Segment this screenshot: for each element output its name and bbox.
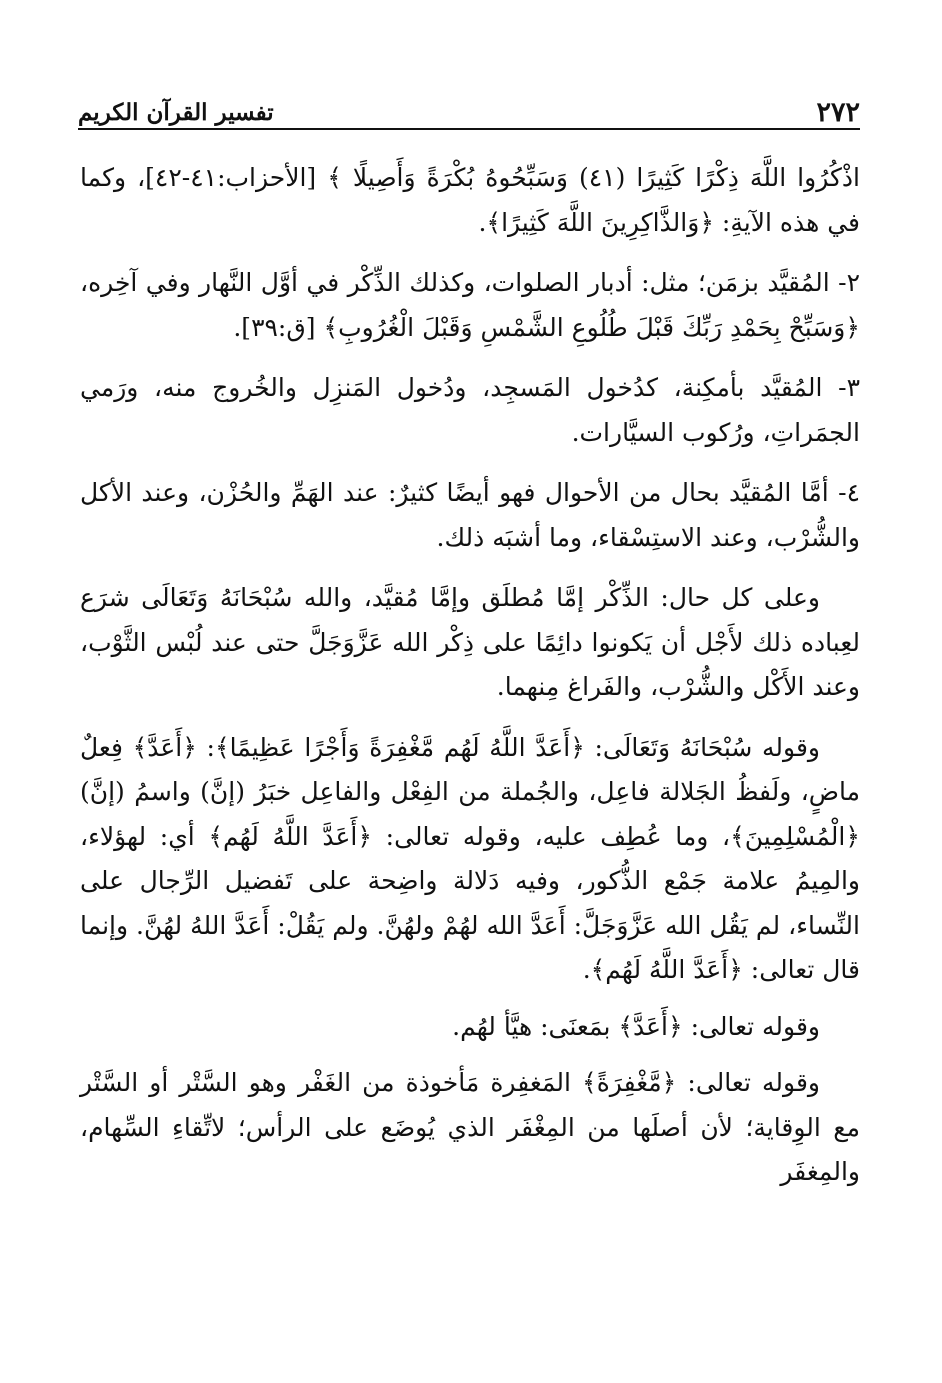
page-header: [78, 88, 860, 128]
body-text: [80, 156, 860, 1211]
page-number: ٢٧٢: [816, 97, 860, 128]
paragraph-2: ٢- المُقيَّد بزمَن؛ مثل: أدبار الصلوات، وكذلك الذِّكْر في أوَّل النَّهار وفي آخِره، ﴿وَسَبِّحْ بِحَمْدِ رَبِّكَ قَبْلَ طُلُوعِ الشَّمْسِ وَقَبْلَ الْغُرُوبِ﴾ [ق:٣٩].: [80, 268, 860, 342]
header-rule: [78, 128, 860, 130]
running-title: تفسير القرآن الكريم: [78, 99, 274, 126]
paragraph-4: ٤- أمَّا المُقيَّد بحال من الأحوال فهو أيضًا كثيرٌ: عند الهَمِّ والحُزْن، وعند الأكل والشُّرْب، وعند الاستِسْقاء، وما أشبَه ذلك.: [80, 478, 860, 552]
paragraph-8: وقوله تعالى: ﴿مَّغْفِرَةً﴾ المَغفِرة مَأخوذة من الغَفْر وهو السَّتْر أو السَّتْر مع الوِقاية؛ لأن أصلَها من المِغْفَر الذي يُوضَع على الرأس؛ لاتِّقاءِ السِّهام، والمِغفَر: [80, 1068, 860, 1186]
paragraph-6: وقوله سُبْحَانَهُ وَتَعَالَى: ﴿أَعَدَّ اللَّهُ لَهُم مَّغْفِرَةً وَأَجْرًا عَظِيمًا﴾: ﴿أَعَدَّ﴾ فِعلٌ ماضٍ، ولَفظُ الجَلالة فاعِل، والجُملة من الفِعْل والفاعِل خبَرُ (إنَّ) واسمُ (إنَّ) ﴿الْمُسْلِمِينَ﴾، وما عُطِف عليه، وقوله تعالى: ﴿أَعَدَّ اللَّهُ لَهُم﴾ أي: لهؤلاء، والمِيمُ علامة جَمْع الذُّكور، وفيه دَلالة واضِحة على تَفضيل الرِّجال على النِّساء، لم يَقُل الله عَزَّوَجَلَّ: أَعَدَّ الله لهُمْ ولهُنَّ. ولم يَقُلْ: أَعَدَّ اللهُ لهُنَّ. وإنما قال تعالى: ﴿أَعَدَّ اللَّهُ لَهُم﴾.: [80, 732, 860, 984]
paragraph-5: وعلى كل حال: الذِّكْر إمَّا مُطلَق وإمَّا مُقيَّد، والله سُبْحَانَهُ وَتَعَالَى شرَع لعِباده ذلك لأَجْل أن يَكونوا دائِمًا على ذِكْر الله عَزَّوَجَلَّ حتى عند لُبْس الثَّوْب، وعند الأَكْل والشُّرْب، والفَراغ مِنهما.: [80, 583, 860, 701]
paragraph-7: وقوله تعالى: ﴿أَعَدَّ﴾ بمَعنَى: هيَّأ لهُم.: [452, 1011, 820, 1041]
paragraph-3: ٣- المُقيَّد بأمكِنة، كدُخول المَسجِد، ودُخول المَنزِل والخُروج منه، ورَمي الجمَراتِ، ورُكوب السيَّارات.: [80, 373, 860, 447]
paragraph-1: اذْكُرُوا اللَّهَ ذِكْرًا كَثِيرًا (٤١) وَسَبِّحُوهُ بُكْرَةً وَأَصِيلًا ﴾ [الأحزاب:٤١-٤٢]، وكما في هذه الآيةِ: ﴿وَالذَّاكِرِينَ اللَّهَ كَثِيرًا﴾.: [80, 163, 860, 237]
